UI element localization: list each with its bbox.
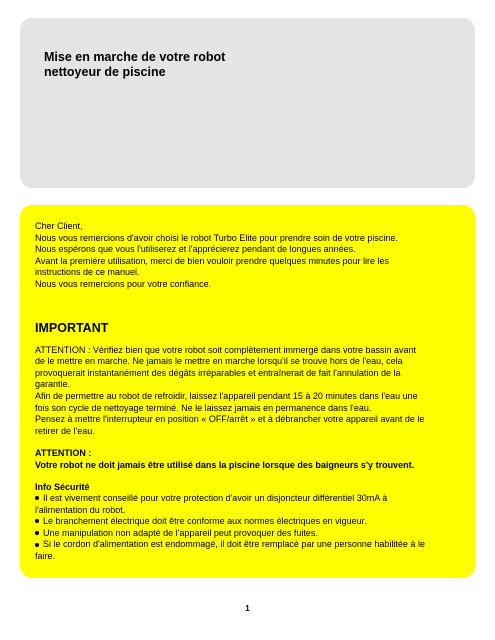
important-line: ATTENTION : Vérifiez bien que votre robot soit complètement immergé dans votre bassin avant [35,344,416,355]
important-line: fois son cycle de nettoyage terminé. Ne le laissez jamais en permanence dans l'eau. [35,402,372,413]
warning-text: Votre robot ne doit jamais être utilisé dans la piscine lorsque des baigneurs s'y trouvent. [35,459,415,470]
content-panel [20,205,475,578]
important-line: provoquerait instantanément des dégâts irréparables et entraînerait de fait l'annulation de la [35,367,401,378]
intro-line: instructions de ce manuel. [35,267,140,278]
bullet-icon [35,519,39,523]
safety-bullet-text: Une manipulation non adapté de l'appareil peut provoquer des fuites. [43,527,318,538]
important-line: retirer de l'eau. [35,425,95,436]
safety-bullet-text: Si le cordon d'alimentation est endommagé, il doit être remplacé par une personne habilitée à le [43,539,425,550]
bullet-icon [35,543,39,547]
important-line: de le mettre en marche. Ne jamais le mettre en marche lorsqu'il se trouve hors de l'eau, cela [35,356,403,367]
important-section [35,345,463,438]
important-line: Afin de permettre au robot de refroidir, laissez l'appareil pendant 15 à 20 minutes dans l'eau une [35,390,418,401]
bullet-icon [35,531,39,535]
safety-bullet-item [35,528,463,540]
intro-line: Avant la première utilisation, merci de bien vouloir prendre quelques minutes pour lire les [35,255,390,266]
document-title-line-1: Mise en marche de votre robot [44,50,226,64]
safety-bullet-text: Le branchement électrique doit être conforme aux normes électriques en vigueur. [43,516,367,527]
warning-label: ATTENTION : [35,448,92,459]
safety-bullet-text: Il est vivement conseillé pour votre protection d'avoir un disjoncteur différentiel 30mA à [43,493,388,504]
safety-bullet-continuation: l'alimentation du robot. [35,504,126,515]
bullet-icon [35,496,39,500]
page-number: 1 [245,604,250,613]
safety-bullet-continuation: faire. [35,551,56,562]
safety-bullet-item [35,539,463,551]
safety-bullet-item [35,493,463,505]
intro-section [35,221,463,291]
intro-line: Nous vous remercions d'avoir choisi le robot Turbo Elite pour prendre soin de votre piscine. [35,232,398,243]
title-panel [20,18,475,188]
safety-heading: Info Sécurité [35,481,90,492]
important-line: Pensez à mettre l'interrupteur en position « OFF/arrêt » et à débrancher votre appareil avant de le [35,414,425,425]
warning-section [35,448,463,471]
safety-bullet-item [35,516,463,528]
important-line: garantie. [35,379,71,390]
safety-section [35,482,463,563]
intro-line: Nous vous remercions pour votre confiance. [35,278,212,289]
intro-line: Cher Client, [35,221,83,231]
document-title-line-2: nettoyeur de piscine [44,65,166,79]
intro-line: Nous espérons que vous l'utiliserez et l'apprécierez pendant de longues années. [35,244,356,255]
important-heading: IMPORTANT [35,320,109,335]
